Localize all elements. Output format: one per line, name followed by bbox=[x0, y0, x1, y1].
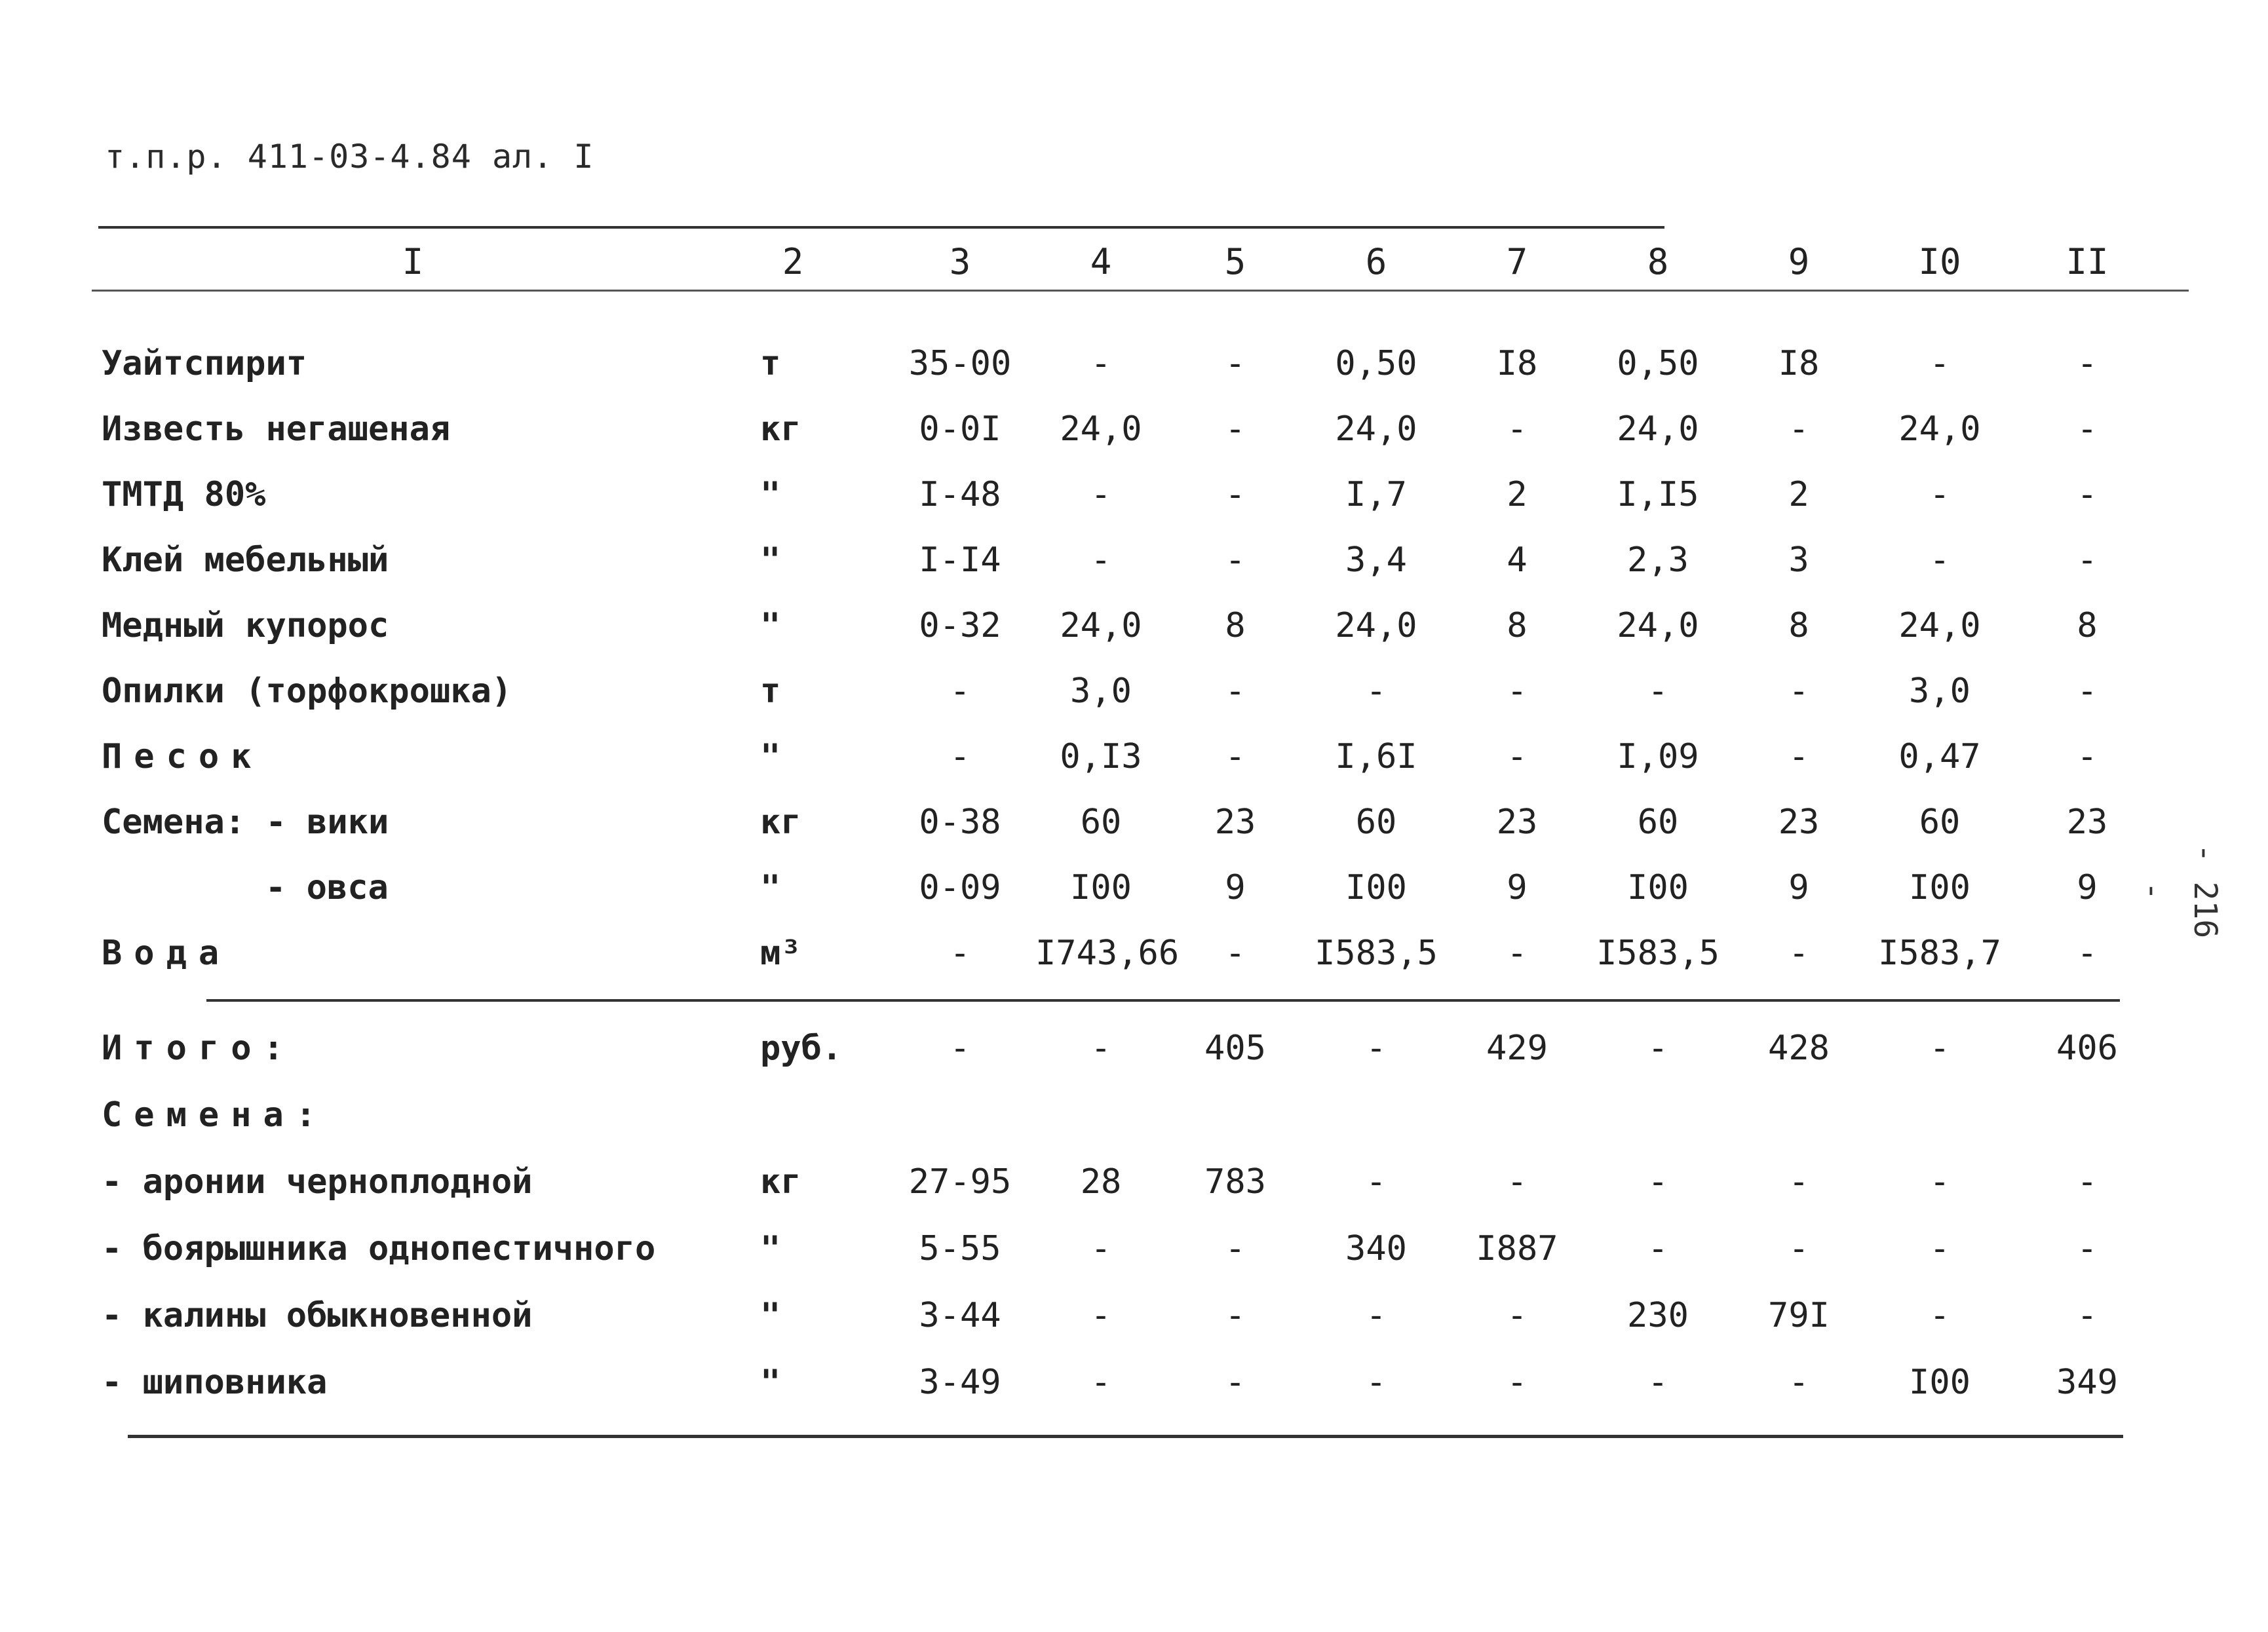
table-row bbox=[0, 468, 2268, 521]
row-value-c10: 24,0 bbox=[1898, 409, 1981, 449]
row-value-c11: 406 bbox=[2056, 1029, 2118, 1068]
row-value-c10: - bbox=[1929, 1296, 1950, 1335]
table-row bbox=[0, 731, 2268, 783]
row-value-c7: - bbox=[1507, 409, 1528, 449]
row-value-c6: 60 bbox=[1355, 803, 1397, 842]
row-value-c7: 9 bbox=[1507, 868, 1528, 907]
row-name: Песок bbox=[102, 737, 263, 776]
table-row bbox=[0, 665, 2268, 717]
table-row bbox=[0, 927, 2268, 979]
row-value-c3: I-I4 bbox=[919, 541, 1001, 580]
row-value-c5: 783 bbox=[1204, 1162, 1266, 1202]
row-value-c8 bbox=[1586, 1089, 1730, 1141]
header-col-3: 3 bbox=[949, 241, 971, 282]
table-row bbox=[0, 1156, 2268, 1208]
row-value-c3: - bbox=[950, 1029, 971, 1068]
row-value-c3: - bbox=[950, 672, 971, 711]
header-col-2: 2 bbox=[782, 241, 804, 282]
row-unit: кг bbox=[760, 409, 801, 449]
row-value-c3: 5-55 bbox=[919, 1229, 1001, 1268]
row-value-c8: I,09 bbox=[1617, 737, 1699, 776]
row-value-c3: I-48 bbox=[919, 475, 1001, 514]
row-value-c4: 60 bbox=[1080, 803, 1122, 842]
row-value-c3: 3-44 bbox=[919, 1296, 1001, 1335]
row-value-c4 bbox=[1035, 1089, 1166, 1141]
row-value-c9: - bbox=[1788, 934, 1809, 973]
row-value-c11: 23 bbox=[2066, 803, 2108, 842]
row-name: - аронии черноплодной bbox=[102, 1162, 533, 1202]
row-value-c6: 24,0 bbox=[1335, 409, 1417, 449]
row-value-c9: - bbox=[1788, 1229, 1809, 1268]
row-name: Медный купорос bbox=[102, 606, 389, 645]
row-value-c9: - bbox=[1788, 1363, 1809, 1402]
row-value-c7: 23 bbox=[1496, 803, 1538, 842]
row-value-c11: 9 bbox=[2077, 868, 2098, 907]
row-value-c6: I,7 bbox=[1345, 475, 1407, 514]
row-value-c11 bbox=[2031, 1089, 2143, 1141]
row-unit: кг bbox=[760, 803, 801, 842]
row-value-c6 bbox=[1304, 1089, 1448, 1141]
row-value-c5: - bbox=[1225, 409, 1246, 449]
row-value-c5: - bbox=[1225, 541, 1246, 580]
row-unit: т bbox=[760, 344, 781, 383]
row-value-c10: 3,0 bbox=[1909, 672, 1970, 711]
row-unit: " bbox=[760, 606, 781, 645]
table-header-row bbox=[0, 236, 2268, 288]
row-value-c3: 0-38 bbox=[919, 803, 1001, 842]
row-name: Опилки (торфокрошка) bbox=[102, 672, 512, 711]
row-value-c10: - bbox=[1929, 1029, 1950, 1068]
row-value-c3 bbox=[898, 1089, 1022, 1141]
row-value-c5: 405 bbox=[1204, 1029, 1266, 1068]
row-value-c8: 2,3 bbox=[1627, 541, 1689, 580]
row-name: ТМТД 80% bbox=[102, 475, 266, 514]
row-value-c7: - bbox=[1507, 737, 1528, 776]
row-value-c9 bbox=[1743, 1089, 1855, 1141]
header-rule bbox=[92, 290, 2189, 292]
row-value-c5: - bbox=[1225, 1363, 1246, 1402]
row-value-c4: 24,0 bbox=[1060, 409, 1142, 449]
row-value-c8: - bbox=[1647, 1229, 1668, 1268]
bottom-rule bbox=[128, 1435, 2123, 1438]
row-value-c4: - bbox=[1090, 1296, 1111, 1335]
table-row bbox=[0, 862, 2268, 914]
row-value-c6: I583,5 bbox=[1315, 934, 1438, 973]
row-value-c6: I00 bbox=[1345, 868, 1407, 907]
header-col-9: 9 bbox=[1788, 241, 1810, 282]
row-value-c9: 3 bbox=[1788, 541, 1809, 580]
row-value-c10: 24,0 bbox=[1898, 606, 1981, 645]
row-value-c4: 3,0 bbox=[1070, 672, 1132, 711]
row-name: Итого: bbox=[102, 1029, 296, 1068]
table-row bbox=[0, 599, 2268, 652]
row-value-c10: 60 bbox=[1919, 803, 1961, 842]
row-unit: " bbox=[760, 1296, 781, 1335]
row-value-c8: 0,50 bbox=[1617, 344, 1699, 383]
row-unit bbox=[760, 1089, 826, 1141]
row-value-c7: 429 bbox=[1486, 1029, 1548, 1068]
row-value-c4: I743,66 bbox=[1035, 934, 1180, 973]
table-row bbox=[0, 534, 2268, 586]
row-value-c5: 9 bbox=[1225, 868, 1246, 907]
page-number: - 216 - bbox=[2134, 843, 2223, 939]
row-value-c5: 23 bbox=[1214, 803, 1256, 842]
row-value-c8: 60 bbox=[1637, 803, 1679, 842]
row-value-c8: - bbox=[1647, 672, 1668, 711]
row-value-c4: 0,I3 bbox=[1060, 737, 1142, 776]
row-unit: кг bbox=[760, 1162, 801, 1202]
table-row bbox=[0, 403, 2268, 455]
table-row bbox=[0, 796, 2268, 848]
row-value-c10: 0,47 bbox=[1898, 737, 1981, 776]
row-value-c8: - bbox=[1647, 1162, 1668, 1202]
row-value-c5: - bbox=[1225, 475, 1246, 514]
row-value-c7: 2 bbox=[1507, 475, 1528, 514]
row-value-c3: - bbox=[950, 934, 971, 973]
row-value-c5: 8 bbox=[1225, 606, 1246, 645]
row-value-c6: I,6I bbox=[1335, 737, 1417, 776]
row-value-c8: I583,5 bbox=[1596, 934, 1720, 973]
row-unit: м³ bbox=[760, 934, 801, 973]
row-value-c9: 2 bbox=[1788, 475, 1809, 514]
row-value-c5: - bbox=[1225, 1296, 1246, 1335]
header-col-5: 5 bbox=[1224, 241, 1246, 282]
row-value-c4: - bbox=[1090, 475, 1111, 514]
table-row bbox=[0, 1022, 2268, 1074]
row-value-c7: I8 bbox=[1496, 344, 1538, 383]
row-value-c8: 24,0 bbox=[1617, 606, 1699, 645]
row-value-c7: 8 bbox=[1507, 606, 1528, 645]
row-unit: т bbox=[760, 672, 781, 711]
row-value-c3: 0-0I bbox=[919, 409, 1001, 449]
row-value-c3: 27-95 bbox=[908, 1162, 1012, 1202]
row-value-c7: - bbox=[1507, 1296, 1528, 1335]
row-value-c9: I8 bbox=[1778, 344, 1820, 383]
row-value-c10: I00 bbox=[1909, 1363, 1970, 1402]
row-value-c11: - bbox=[2077, 344, 2098, 383]
middle-rule bbox=[206, 999, 2120, 1002]
row-value-c6: - bbox=[1366, 1029, 1387, 1068]
row-value-c9: 23 bbox=[1778, 803, 1820, 842]
header-col-11: II bbox=[2066, 241, 2109, 282]
row-value-c4: I00 bbox=[1070, 868, 1132, 907]
header-col-10: I0 bbox=[1918, 241, 1961, 282]
row-value-c11: - bbox=[2077, 672, 2098, 711]
row-value-c11: - bbox=[2077, 1229, 2098, 1268]
row-value-c6: 3,4 bbox=[1345, 541, 1407, 580]
row-value-c4: 24,0 bbox=[1060, 606, 1142, 645]
row-value-c5: - bbox=[1225, 737, 1246, 776]
row-value-c6: 0,50 bbox=[1335, 344, 1417, 383]
row-value-c7: - bbox=[1507, 1162, 1528, 1202]
row-unit: " bbox=[760, 1229, 781, 1268]
row-value-c8: - bbox=[1647, 1363, 1668, 1402]
row-name: - овса bbox=[265, 868, 389, 907]
row-name: Клей мебельный bbox=[102, 541, 389, 580]
row-value-c10: I00 bbox=[1909, 868, 1970, 907]
document-reference: т.п.р. 411-03-4.84 ал. I bbox=[105, 138, 594, 176]
row-value-c8: 230 bbox=[1627, 1296, 1689, 1335]
row-unit: " bbox=[760, 868, 781, 907]
row-name: Уайтспирит bbox=[102, 344, 307, 383]
row-value-c11: 8 bbox=[2077, 606, 2098, 645]
row-value-c3: 3-49 bbox=[919, 1363, 1001, 1402]
row-value-c6: - bbox=[1366, 672, 1387, 711]
row-value-c8: I,I5 bbox=[1617, 475, 1699, 514]
table-row bbox=[0, 337, 2268, 390]
row-value-c3: 35-00 bbox=[908, 344, 1012, 383]
row-unit: " bbox=[760, 1363, 781, 1402]
row-value-c5: - bbox=[1225, 934, 1246, 973]
row-value-c11: - bbox=[2077, 737, 2098, 776]
row-name: - шиповника bbox=[102, 1363, 328, 1402]
table-row bbox=[0, 1089, 2268, 1141]
table-row bbox=[0, 1289, 2268, 1342]
row-value-c11: - bbox=[2077, 1162, 2098, 1202]
row-value-c7: 4 bbox=[1507, 541, 1528, 580]
row-value-c8: - bbox=[1647, 1029, 1668, 1068]
row-value-c7: I887 bbox=[1476, 1229, 1558, 1268]
row-value-c9: - bbox=[1788, 672, 1809, 711]
row-value-c7: - bbox=[1507, 934, 1528, 973]
row-name: - калины обыкновенной bbox=[102, 1296, 533, 1335]
row-value-c7: - bbox=[1507, 672, 1528, 711]
row-value-c4: - bbox=[1090, 1029, 1111, 1068]
row-value-c4: - bbox=[1090, 1363, 1111, 1402]
row-value-c3: 0-09 bbox=[919, 868, 1001, 907]
row-value-c9: 8 bbox=[1788, 606, 1809, 645]
row-value-c4: - bbox=[1090, 541, 1111, 580]
row-value-c9: - bbox=[1788, 737, 1809, 776]
row-value-c11: - bbox=[2077, 409, 2098, 449]
row-value-c4: 28 bbox=[1080, 1162, 1122, 1202]
row-value-c8: 24,0 bbox=[1617, 409, 1699, 449]
row-value-c11: 349 bbox=[2056, 1363, 2118, 1402]
row-value-c9: 428 bbox=[1768, 1029, 1830, 1068]
row-unit: " bbox=[760, 737, 781, 776]
header-col-1: I bbox=[402, 241, 424, 282]
header-col-7: 7 bbox=[1506, 241, 1528, 282]
row-value-c7 bbox=[1461, 1089, 1573, 1141]
header-col-8: 8 bbox=[1647, 241, 1669, 282]
row-value-c10: I583,7 bbox=[1878, 934, 2001, 973]
row-value-c5: - bbox=[1225, 344, 1246, 383]
table-row bbox=[0, 1223, 2268, 1275]
row-value-c10: - bbox=[1929, 1162, 1950, 1202]
row-value-c5 bbox=[1180, 1089, 1291, 1141]
row-value-c3: - bbox=[950, 737, 971, 776]
row-value-c6: - bbox=[1366, 1363, 1387, 1402]
row-value-c10 bbox=[1868, 1089, 2012, 1141]
table-row bbox=[0, 1356, 2268, 1409]
top-rule bbox=[98, 226, 1664, 229]
header-col-6: 6 bbox=[1365, 241, 1387, 282]
header-col-4: 4 bbox=[1090, 241, 1112, 282]
row-value-c6: - bbox=[1366, 1162, 1387, 1202]
row-value-c10: - bbox=[1929, 1229, 1950, 1268]
row-value-c11: - bbox=[2077, 1296, 2098, 1335]
row-value-c4: - bbox=[1090, 344, 1111, 383]
row-name: Семена: bbox=[102, 1095, 328, 1135]
row-value-c11: - bbox=[2077, 475, 2098, 514]
row-value-c10: - bbox=[1929, 541, 1950, 580]
row-value-c4: - bbox=[1090, 1229, 1111, 1268]
row-value-c6: - bbox=[1366, 1296, 1387, 1335]
row-value-c5: - bbox=[1225, 1229, 1246, 1268]
row-value-c9: - bbox=[1788, 409, 1809, 449]
row-value-c6: 340 bbox=[1345, 1229, 1407, 1268]
row-value-c8: I00 bbox=[1627, 868, 1689, 907]
row-value-c11: - bbox=[2077, 541, 2098, 580]
row-unit: " bbox=[760, 541, 781, 580]
row-name: - боярышника однопестичного bbox=[102, 1229, 656, 1268]
row-name: Вода bbox=[102, 934, 231, 973]
row-value-c9: 79I bbox=[1768, 1296, 1830, 1335]
row-value-c5: - bbox=[1225, 672, 1246, 711]
row-value-c9: 9 bbox=[1788, 868, 1809, 907]
row-value-c9: - bbox=[1788, 1162, 1809, 1202]
row-value-c10: - bbox=[1929, 475, 1950, 514]
row-value-c7: - bbox=[1507, 1363, 1528, 1402]
row-value-c10: - bbox=[1929, 344, 1950, 383]
row-value-c11: - bbox=[2077, 934, 2098, 973]
row-unit: руб. bbox=[760, 1029, 843, 1068]
row-unit: " bbox=[760, 475, 781, 514]
row-name: Известь негашеная bbox=[102, 409, 451, 449]
row-value-c6: 24,0 bbox=[1335, 606, 1417, 645]
row-name: Семена: - вики bbox=[102, 803, 389, 842]
row-value-c3: 0-32 bbox=[919, 606, 1001, 645]
